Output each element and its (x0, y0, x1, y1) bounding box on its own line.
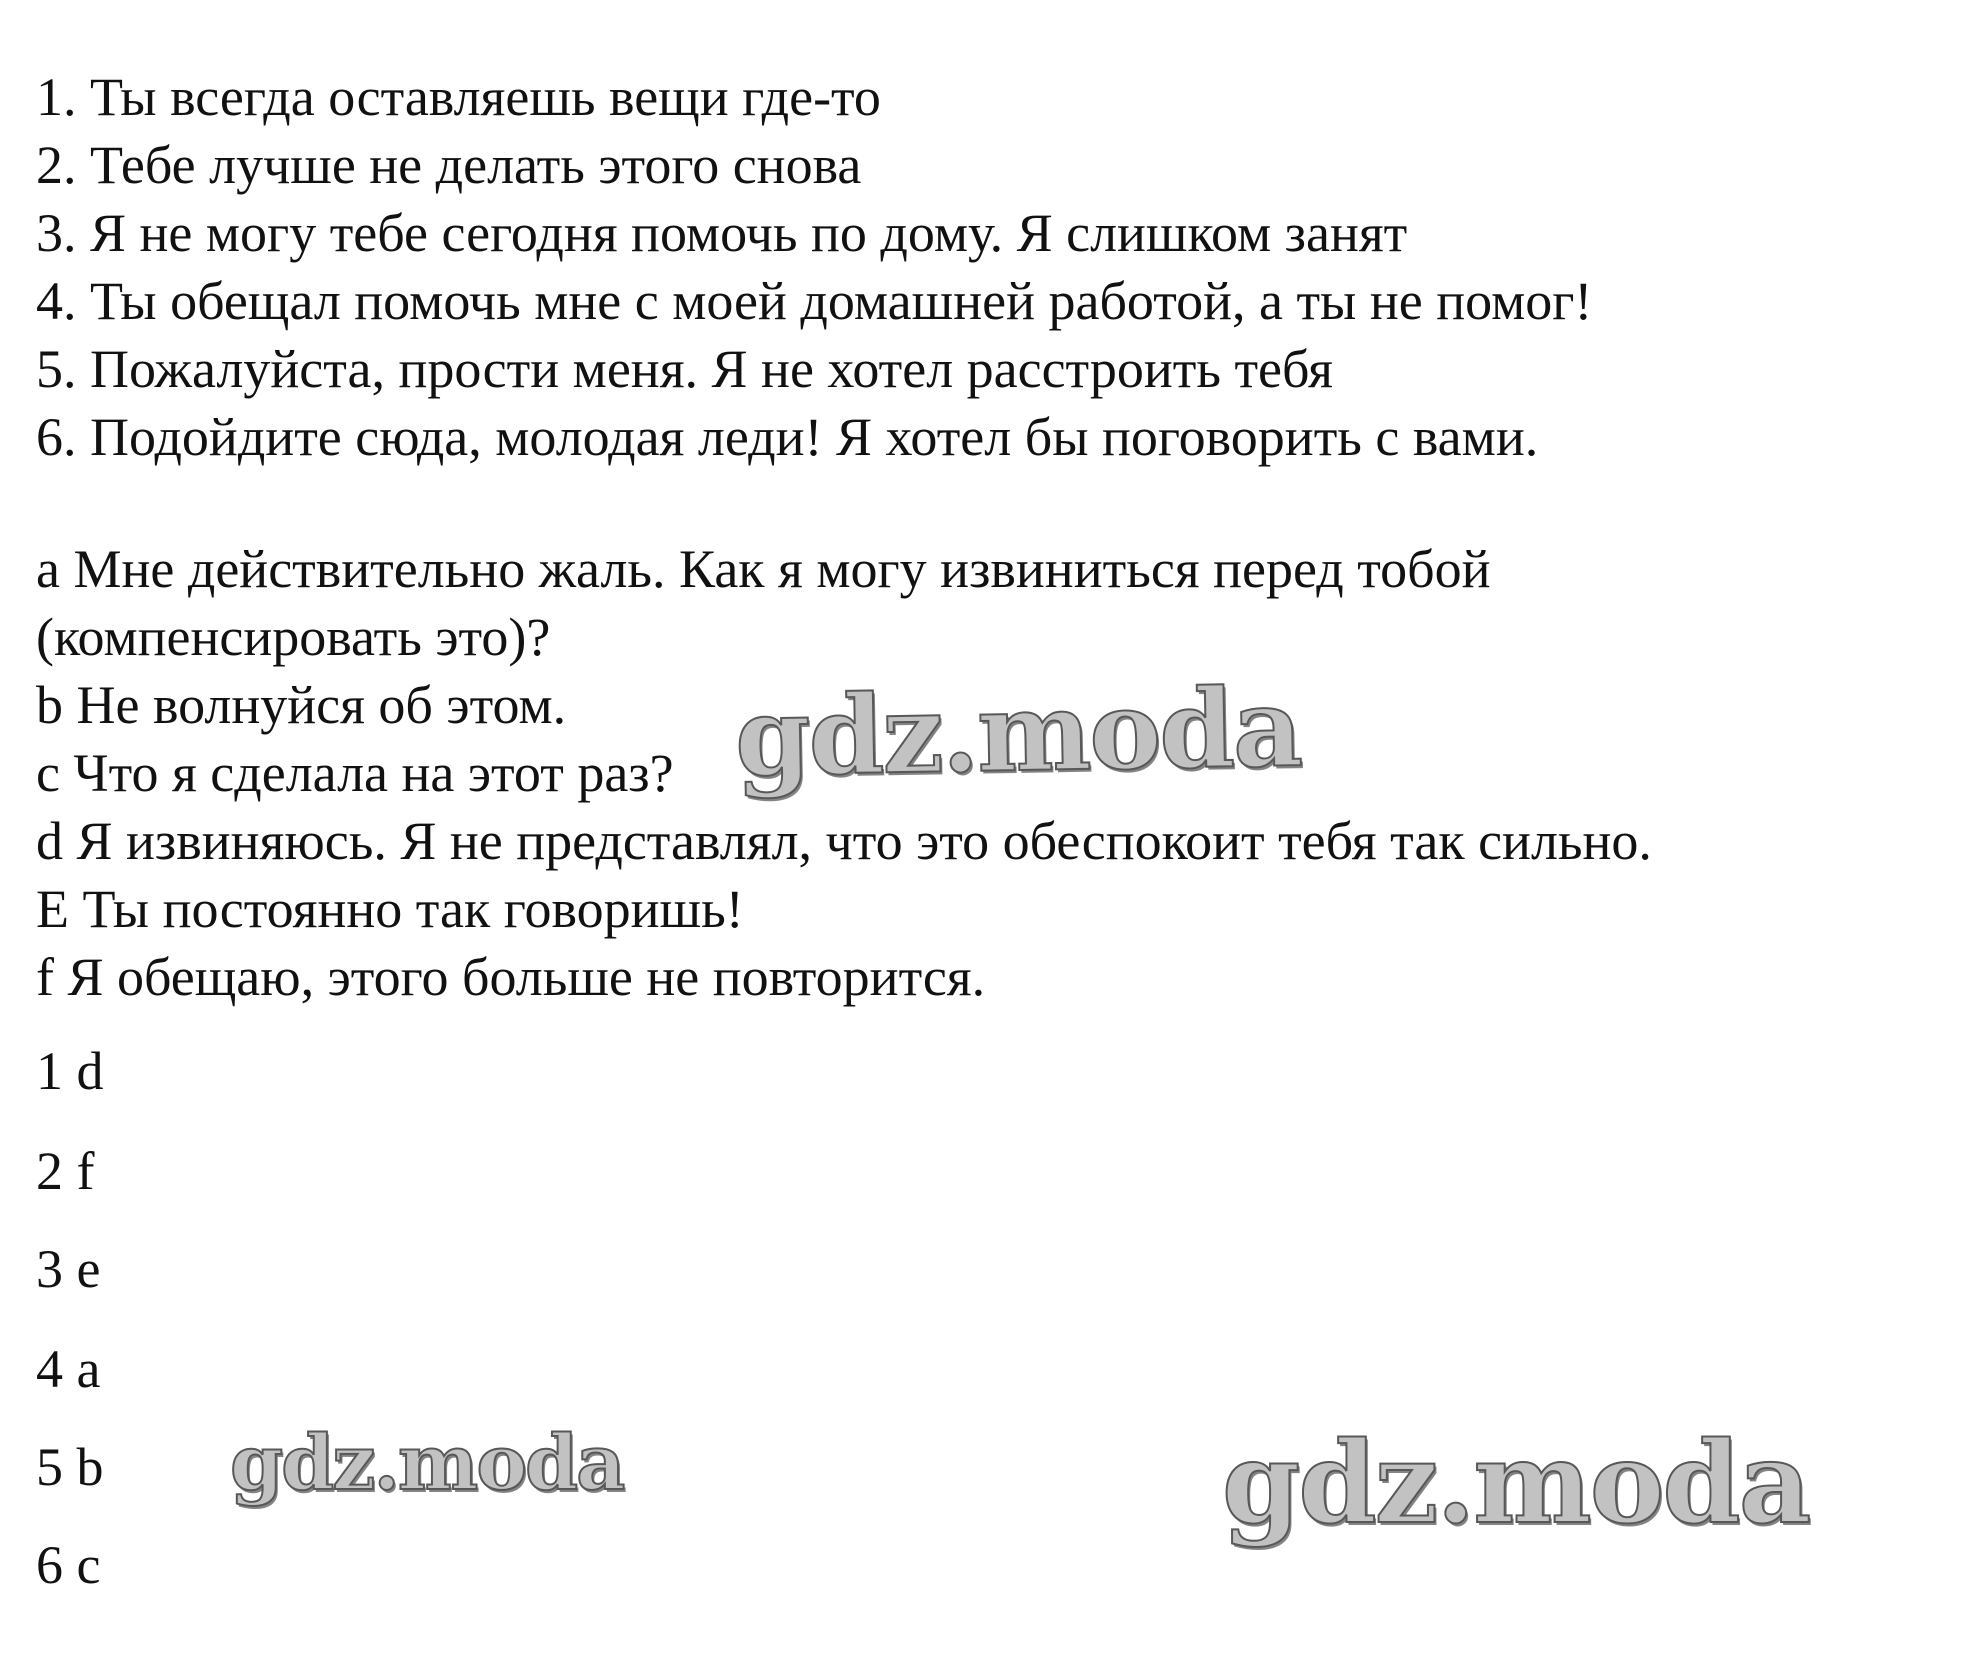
sentence-4: 4. Ты обещал помочь мне с моей домашней работой, а ты не помог! (36, 271, 1593, 331)
response-a: a Мне действительно жаль. Как я могу извиниться перед тобой (36, 539, 1491, 599)
answer-2: 2 f (36, 1141, 95, 1201)
answer-3: 3 e (36, 1239, 101, 1299)
watermark-logo: gdz.moda (1222, 1418, 1810, 1549)
sentence-2: 2. Тебе лучше не делать этого снова (36, 135, 862, 195)
watermark-logo: gdz.moda (230, 1418, 624, 1507)
response-d: d Я извиняюсь. Я не представлял, что это обеспокоит тебя так сильно. (36, 811, 1652, 871)
response-a-continued: (компенсировать это)? (36, 607, 551, 667)
answer-1: 1 d (36, 1041, 104, 1101)
sentence-3: 3. Я не могу тебе сегодня помочь по дому. Я слишком занят (36, 203, 1408, 263)
response-c: c Что я сделала на этот раз? (36, 743, 674, 803)
response-f: f Я обещаю, этого больше не повторится. (36, 947, 986, 1007)
answer-6: 6 c (36, 1535, 101, 1595)
response-e: E Ты постоянно так говоришь! (36, 879, 744, 939)
sentence-1: 1. Ты всегда оставляешь вещи где-то (36, 67, 881, 127)
answer-5: 5 b (36, 1437, 104, 1497)
response-b: b Не волнуйся об этом. (36, 675, 567, 735)
watermark-logo: gdz.moda (733, 665, 1302, 801)
answer-4: 4 a (36, 1339, 101, 1399)
sentence-6: 6. Подойдите сюда, молодая леди! Я хотел бы поговорить с вами. (36, 407, 1539, 467)
sentence-5: 5. Пожалуйста, прости меня. Я не хотел расстроить тебя (36, 339, 1333, 399)
